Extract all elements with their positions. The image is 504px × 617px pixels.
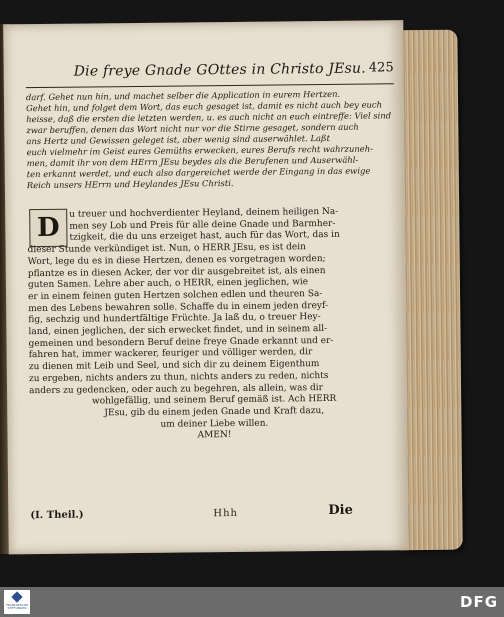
initial-letter: D [36, 212, 60, 244]
running-head [74, 58, 394, 83]
text-line: u treuer und hochverdienter Heyland, deinem heiligen Na- [69, 206, 339, 220]
dfg-logo[interactable]: DFG [460, 593, 499, 611]
text-line: um deiner Liebe willen. [160, 418, 269, 430]
text-line: Reich unsers HErrn und Heylandes JEsu Christi. [26, 177, 234, 191]
text-line: fahren hat, immer wackerer, feuriger und völliger werden, dir [28, 347, 313, 361]
text-line: men sey Lob und Preis für alle deine Gnade und Barmher- [69, 218, 336, 232]
signature-mark: Hhh [213, 507, 239, 520]
text-line: zu dienen mit Leib und Seel, und sich dir zu deinem Eigenthum [28, 359, 320, 373]
text-line: er in einem feinen guten Hertzen solchen edlen und theuren Sa- [28, 288, 323, 303]
text-line: ans Hertz und Gewissen geleget ist, aber wenig sind auserwählet. Laßt [26, 132, 331, 147]
page-number: 425 [368, 60, 394, 76]
text-line: dieser Stunde verkündiget ist. Nun, o HERR JEsu, es ist dein [27, 242, 306, 256]
text-line: heisse, daß die ersten die letzten werden, u. es auch nicht an euch eintreffe: Viel sind [26, 110, 392, 125]
volume-label: (I. Theil.) [30, 509, 84, 522]
text-line: Gehet hin, und folget dem Wort, das euch gesaget ist, damit es nicht auch bey euch [26, 99, 383, 114]
catchword: Die [328, 502, 353, 518]
text-line: land, einen jeglichen, der sich erwecket findet, und in seinem all- [28, 324, 328, 338]
header-rule [26, 83, 394, 88]
text-line: gemeinen und besondern Beruf deine freye Gnade erkannt und er- [28, 335, 334, 349]
viewer-footer-bar [0, 587, 504, 617]
running-title: Die freye Gnade GOttes in Christo JEsu. [73, 60, 366, 80]
text-line: JEsu, gib du einem jeden Gnade und Kraft dazu, [104, 405, 325, 419]
text-line: darf. Gehet nun hin, und machet selber die Application in eurem Hertzen. [25, 88, 341, 103]
logo-text: FRANCKESCHE STIFTUNGEN [5, 603, 29, 610]
text-line: guten Samen. Lehre aber auch, o HERR, einen jeglichen, wie [27, 277, 309, 291]
book-page [3, 20, 409, 554]
text-line: anders zu gedencken, oder auch zu begehren, als allein, was dir [28, 382, 323, 396]
paragraph-1 [26, 88, 397, 191]
amen-line: AMEN! [197, 430, 232, 441]
text-line: pflantze es in diesen Acker, der vor dir ausgebreitet ist, als einen [27, 265, 326, 279]
prayer-paragraph [27, 206, 399, 444]
text-line: tzigkeit, die du uns erzeiget hast, auch für das Wort, das in [69, 230, 340, 244]
text-line: Wort, lege du es in diese Hertzen, denen es vorgetragen worden; [27, 253, 326, 267]
text-line: zwar beruffen, denen das Wort nicht nur vor die Stirne gesaget, sondern auch [26, 121, 359, 136]
text-line: fig, sechzig und hundertfältige Früchte. Ja laß du, o treuer Hey- [28, 312, 321, 326]
text-line: men, damit ihr von dem HErrn JEsu beydes als die Berufenen und Auserwähl- [26, 154, 359, 169]
foundation-emblem-icon [11, 591, 22, 602]
book-page-block [3, 20, 459, 560]
text-line: euch vielmehr im Geist eures Gemüths erwecken, eures Berufs recht wahrzuneh- [26, 143, 373, 158]
franckesche-stiftungen-logo[interactable] [4, 590, 30, 614]
text-line: zu ergeben, nichts anders zu thun, nichts anders zu reden, nichts [28, 370, 329, 384]
text-line: men des Lebens bewahren solle. Schaffe du in einem jeden dreyf- [28, 300, 329, 314]
text-line: ten erkannt werdet, und euch also dargereichet werde der Eingang in das ewige [26, 165, 371, 180]
text-line: wohlgefällig, und seinem Beruf gemäß ist. Ach HERR [91, 394, 337, 407]
